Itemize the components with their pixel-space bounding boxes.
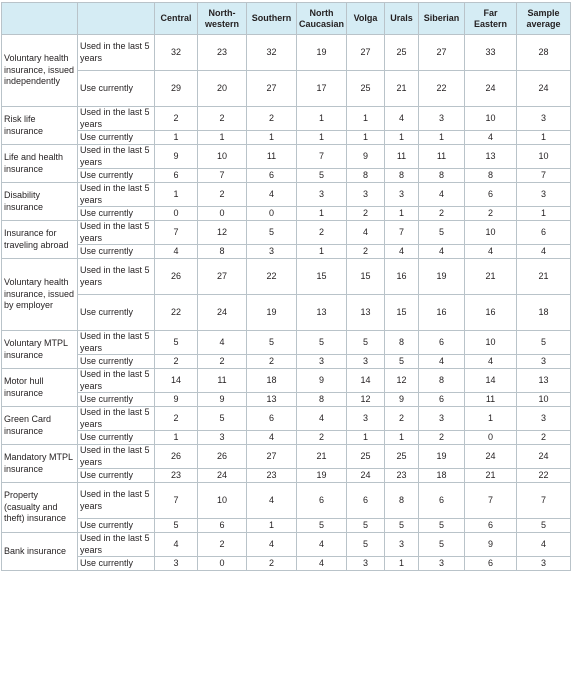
value-cell: 16 — [465, 295, 517, 331]
table-row — [2, 369, 571, 393]
value-cell: 9 — [155, 145, 198, 169]
value-cell: 1 — [155, 183, 198, 207]
value-cell: 5 — [517, 331, 571, 355]
usage-label-cell: Used in the last 5 years — [78, 221, 155, 245]
value-cell: 12 — [198, 221, 247, 245]
value-cell: 2 — [247, 107, 297, 131]
value-cell: 8 — [198, 245, 247, 259]
value-cell: 6 — [247, 407, 297, 431]
usage-label-cell: Use currently — [78, 469, 155, 483]
table-row — [2, 407, 571, 431]
value-cell: 1 — [297, 131, 347, 145]
usage-label-cell: Use currently — [78, 245, 155, 259]
value-cell: 7 — [198, 169, 247, 183]
value-cell: 5 — [297, 519, 347, 533]
value-cell: 12 — [347, 393, 385, 407]
value-cell: 1 — [347, 131, 385, 145]
value-cell: 1 — [347, 431, 385, 445]
value-cell: 27 — [419, 35, 465, 71]
value-cell: 32 — [247, 35, 297, 71]
value-cell: 6 — [347, 483, 385, 519]
insurance-type-cell: Green Card insurance — [2, 407, 78, 445]
value-cell: 11 — [419, 145, 465, 169]
value-cell: 23 — [155, 469, 198, 483]
value-cell: 5 — [419, 533, 465, 557]
value-cell: 13 — [517, 369, 571, 393]
value-cell: 3 — [385, 533, 419, 557]
value-cell: 6 — [155, 169, 198, 183]
value-cell: 14 — [347, 369, 385, 393]
table-row — [2, 169, 571, 183]
usage-label-cell: Use currently — [78, 71, 155, 107]
value-cell: 7 — [155, 221, 198, 245]
value-cell: 5 — [419, 519, 465, 533]
value-cell: 22 — [155, 295, 198, 331]
usage-label-cell: Used in the last 5 years — [78, 483, 155, 519]
value-cell: 19 — [297, 469, 347, 483]
table-row — [2, 483, 571, 519]
value-cell: 1 — [297, 207, 347, 221]
value-cell: 13 — [465, 145, 517, 169]
value-cell: 8 — [385, 483, 419, 519]
value-cell: 3 — [247, 245, 297, 259]
value-cell: 26 — [198, 445, 247, 469]
value-cell: 4 — [465, 245, 517, 259]
value-cell: 8 — [385, 169, 419, 183]
value-cell: 0 — [198, 557, 247, 571]
value-cell: 3 — [517, 557, 571, 571]
value-cell: 10 — [517, 145, 571, 169]
value-cell: 24 — [198, 469, 247, 483]
value-cell: 25 — [347, 71, 385, 107]
value-cell: 6 — [465, 519, 517, 533]
value-cell: 9 — [297, 369, 347, 393]
value-cell: 4 — [155, 533, 198, 557]
value-cell: 3 — [297, 183, 347, 207]
value-cell: 22 — [419, 71, 465, 107]
value-cell: 24 — [465, 445, 517, 469]
value-cell: 5 — [385, 355, 419, 369]
value-cell: 4 — [297, 407, 347, 431]
value-cell: 1 — [297, 245, 347, 259]
value-cell: 3 — [347, 557, 385, 571]
table-row — [2, 207, 571, 221]
value-cell: 2 — [247, 355, 297, 369]
value-cell: 5 — [297, 331, 347, 355]
value-cell: 10 — [465, 221, 517, 245]
usage-label-cell: Use currently — [78, 431, 155, 445]
value-cell: 18 — [517, 295, 571, 331]
value-cell: 11 — [385, 145, 419, 169]
value-cell: 1 — [385, 131, 419, 145]
value-cell: 1 — [465, 407, 517, 431]
table-row — [2, 519, 571, 533]
header-cell-far-eastern: Far Eastern — [465, 3, 517, 35]
value-cell: 1 — [155, 131, 198, 145]
usage-label-cell: Used in the last 5 years — [78, 533, 155, 557]
insurance-type-cell: Mandatory MTPL insurance — [2, 445, 78, 483]
value-cell: 4 — [517, 245, 571, 259]
value-cell: 3 — [198, 431, 247, 445]
value-cell: 12 — [385, 369, 419, 393]
value-cell: 6 — [198, 519, 247, 533]
value-cell: 8 — [419, 369, 465, 393]
header-cell-north-caucasian: North Caucasian — [297, 3, 347, 35]
usage-label-cell: Used in the last 5 years — [78, 35, 155, 71]
usage-label-cell: Used in the last 5 years — [78, 107, 155, 131]
value-cell: 18 — [247, 369, 297, 393]
value-cell: 22 — [517, 469, 571, 483]
value-cell: 2 — [155, 407, 198, 431]
value-cell: 5 — [198, 407, 247, 431]
value-cell: 22 — [247, 259, 297, 295]
value-cell: 25 — [385, 35, 419, 71]
table-body — [2, 35, 571, 571]
table-row — [2, 295, 571, 331]
table-row — [2, 533, 571, 557]
value-cell: 28 — [517, 35, 571, 71]
value-cell: 1 — [385, 431, 419, 445]
value-cell: 8 — [385, 331, 419, 355]
value-cell: 21 — [465, 259, 517, 295]
insurance-usage-table — [1, 2, 571, 571]
value-cell: 13 — [297, 295, 347, 331]
value-cell: 10 — [465, 107, 517, 131]
value-cell: 4 — [155, 245, 198, 259]
value-cell: 1 — [247, 519, 297, 533]
value-cell: 21 — [385, 71, 419, 107]
value-cell: 5 — [155, 519, 198, 533]
value-cell: 10 — [517, 393, 571, 407]
usage-label-cell: Used in the last 5 years — [78, 183, 155, 207]
value-cell: 8 — [419, 169, 465, 183]
value-cell: 1 — [385, 557, 419, 571]
value-cell: 2 — [419, 207, 465, 221]
value-cell: 7 — [297, 145, 347, 169]
value-cell: 2 — [155, 355, 198, 369]
value-cell: 11 — [198, 369, 247, 393]
value-cell: 2 — [347, 207, 385, 221]
value-cell: 4 — [247, 533, 297, 557]
table-row — [2, 35, 571, 71]
table-row — [2, 355, 571, 369]
table-row — [2, 183, 571, 207]
value-cell: 16 — [419, 295, 465, 331]
header-cell-north-western: North- western — [198, 3, 247, 35]
value-cell: 3 — [155, 557, 198, 571]
table-row — [2, 331, 571, 355]
value-cell: 24 — [347, 469, 385, 483]
value-cell: 5 — [297, 169, 347, 183]
usage-label-cell: Used in the last 5 years — [78, 369, 155, 393]
header-row — [2, 3, 571, 35]
value-cell: 21 — [465, 469, 517, 483]
value-cell: 23 — [247, 469, 297, 483]
table-row — [2, 221, 571, 245]
value-cell: 5 — [155, 331, 198, 355]
value-cell: 1 — [297, 107, 347, 131]
value-cell: 17 — [297, 71, 347, 107]
value-cell: 26 — [155, 445, 198, 469]
value-cell: 32 — [155, 35, 198, 71]
table-row — [2, 107, 571, 131]
usage-label-cell: Use currently — [78, 393, 155, 407]
value-cell: 4 — [465, 355, 517, 369]
table-row — [2, 445, 571, 469]
value-cell: 3 — [517, 107, 571, 131]
insurance-type-cell: Bank insurance — [2, 533, 78, 571]
value-cell: 8 — [347, 169, 385, 183]
value-cell: 9 — [198, 393, 247, 407]
value-cell: 6 — [297, 483, 347, 519]
value-cell: 2 — [517, 431, 571, 445]
value-cell: 24 — [198, 295, 247, 331]
value-cell: 9 — [347, 145, 385, 169]
value-cell: 29 — [155, 71, 198, 107]
usage-label-cell: Used in the last 5 years — [78, 331, 155, 355]
insurance-type-cell: Voluntary MTPL insurance — [2, 331, 78, 369]
header-cell-usage — [78, 3, 155, 35]
value-cell: 26 — [155, 259, 198, 295]
value-cell: 3 — [419, 557, 465, 571]
table-row — [2, 469, 571, 483]
value-cell: 24 — [517, 445, 571, 469]
value-cell: 10 — [465, 331, 517, 355]
value-cell: 2 — [297, 221, 347, 245]
header-cell-sample-average: Sample average — [517, 3, 571, 35]
usage-label-cell: Use currently — [78, 519, 155, 533]
value-cell: 25 — [347, 445, 385, 469]
value-cell: 6 — [419, 331, 465, 355]
value-cell: 23 — [198, 35, 247, 71]
value-cell: 6 — [465, 557, 517, 571]
value-cell: 0 — [247, 207, 297, 221]
value-cell: 3 — [517, 407, 571, 431]
value-cell: 1 — [347, 107, 385, 131]
value-cell: 0 — [465, 431, 517, 445]
value-cell: 9 — [385, 393, 419, 407]
value-cell: 4 — [247, 431, 297, 445]
value-cell: 3 — [385, 183, 419, 207]
value-cell: 5 — [347, 519, 385, 533]
value-cell: 13 — [247, 393, 297, 407]
header-cell-siberian: Siberian — [419, 3, 465, 35]
value-cell: 3 — [517, 355, 571, 369]
value-cell: 6 — [465, 183, 517, 207]
value-cell: 10 — [198, 145, 247, 169]
table-row — [2, 557, 571, 571]
usage-label-cell: Use currently — [78, 207, 155, 221]
value-cell: 11 — [465, 393, 517, 407]
value-cell: 4 — [517, 533, 571, 557]
value-cell: 21 — [297, 445, 347, 469]
value-cell: 8 — [465, 169, 517, 183]
value-cell: 5 — [347, 331, 385, 355]
value-cell: 6 — [419, 483, 465, 519]
table-row — [2, 431, 571, 445]
value-cell: 2 — [198, 533, 247, 557]
value-cell: 15 — [347, 259, 385, 295]
value-cell: 5 — [517, 519, 571, 533]
value-cell: 13 — [347, 295, 385, 331]
header-cell-insurance-type — [2, 3, 78, 35]
header-cell-central: Central — [155, 3, 198, 35]
value-cell: 15 — [385, 295, 419, 331]
table-row — [2, 131, 571, 145]
value-cell: 16 — [385, 259, 419, 295]
value-cell: 5 — [419, 221, 465, 245]
value-cell: 14 — [465, 369, 517, 393]
value-cell: 6 — [517, 221, 571, 245]
table-row — [2, 393, 571, 407]
insurance-type-cell: Property (casualty and theft) insurance — [2, 483, 78, 533]
value-cell: 0 — [198, 207, 247, 221]
value-cell: 3 — [517, 183, 571, 207]
value-cell: 4 — [247, 183, 297, 207]
value-cell: 4 — [247, 483, 297, 519]
value-cell: 27 — [247, 445, 297, 469]
value-cell: 1 — [517, 207, 571, 221]
value-cell: 4 — [419, 245, 465, 259]
table-row — [2, 245, 571, 259]
value-cell: 2 — [385, 407, 419, 431]
value-cell: 7 — [517, 169, 571, 183]
value-cell: 4 — [419, 355, 465, 369]
value-cell: 0 — [155, 207, 198, 221]
insurance-type-cell: Disability insurance — [2, 183, 78, 221]
value-cell: 3 — [347, 355, 385, 369]
value-cell: 7 — [155, 483, 198, 519]
value-cell: 3 — [347, 183, 385, 207]
insurance-type-cell: Voluntary health insurance, issued independently — [2, 35, 78, 107]
insurance-type-cell: Motor hull insurance — [2, 369, 78, 407]
header-cell-urals: Urals — [385, 3, 419, 35]
value-cell: 18 — [419, 469, 465, 483]
value-cell: 19 — [419, 259, 465, 295]
value-cell: 15 — [297, 259, 347, 295]
value-cell: 2 — [155, 107, 198, 131]
usage-label-cell: Used in the last 5 years — [78, 145, 155, 169]
insurance-type-cell: Risk life insurance — [2, 107, 78, 145]
value-cell: 4 — [385, 245, 419, 259]
value-cell: 9 — [465, 533, 517, 557]
header-cell-southern: Southern — [247, 3, 297, 35]
value-cell: 27 — [247, 71, 297, 107]
usage-label-cell: Use currently — [78, 355, 155, 369]
value-cell: 7 — [385, 221, 419, 245]
value-cell: 1 — [198, 131, 247, 145]
value-cell: 4 — [198, 331, 247, 355]
table-row — [2, 259, 571, 295]
value-cell: 9 — [155, 393, 198, 407]
value-cell: 2 — [297, 431, 347, 445]
value-cell: 33 — [465, 35, 517, 71]
value-cell: 3 — [297, 355, 347, 369]
value-cell: 4 — [297, 533, 347, 557]
usage-label-cell: Used in the last 5 years — [78, 445, 155, 469]
usage-label-cell: Use currently — [78, 169, 155, 183]
value-cell: 24 — [517, 71, 571, 107]
value-cell: 3 — [419, 107, 465, 131]
value-cell: 6 — [247, 169, 297, 183]
value-cell: 2 — [419, 431, 465, 445]
value-cell: 27 — [347, 35, 385, 71]
value-cell: 1 — [385, 207, 419, 221]
value-cell: 6 — [419, 393, 465, 407]
value-cell: 7 — [517, 483, 571, 519]
value-cell: 7 — [465, 483, 517, 519]
usage-label-cell: Used in the last 5 years — [78, 407, 155, 431]
value-cell: 14 — [155, 369, 198, 393]
value-cell: 2 — [347, 245, 385, 259]
value-cell: 2 — [198, 183, 247, 207]
value-cell: 10 — [198, 483, 247, 519]
value-cell: 21 — [517, 259, 571, 295]
value-cell: 11 — [247, 145, 297, 169]
value-cell: 2 — [247, 557, 297, 571]
value-cell: 1 — [517, 131, 571, 145]
insurance-type-cell: Voluntary health insurance, issued by employer — [2, 259, 78, 331]
value-cell: 24 — [465, 71, 517, 107]
value-cell: 8 — [297, 393, 347, 407]
value-cell: 1 — [247, 131, 297, 145]
value-cell: 4 — [419, 183, 465, 207]
value-cell: 4 — [297, 557, 347, 571]
value-cell: 23 — [385, 469, 419, 483]
value-cell: 1 — [155, 431, 198, 445]
value-cell: 2 — [198, 107, 247, 131]
value-cell: 20 — [198, 71, 247, 107]
value-cell: 3 — [347, 407, 385, 431]
value-cell: 2 — [465, 207, 517, 221]
value-cell: 19 — [419, 445, 465, 469]
value-cell: 19 — [247, 295, 297, 331]
value-cell: 27 — [198, 259, 247, 295]
insurance-type-cell: Insurance for traveling abroad — [2, 221, 78, 259]
usage-label-cell: Use currently — [78, 131, 155, 145]
header-cell-volga: Volga — [347, 3, 385, 35]
value-cell: 4 — [385, 107, 419, 131]
value-cell: 5 — [347, 533, 385, 557]
value-cell: 4 — [347, 221, 385, 245]
value-cell: 25 — [385, 445, 419, 469]
value-cell: 5 — [247, 221, 297, 245]
value-cell: 3 — [419, 407, 465, 431]
value-cell: 1 — [419, 131, 465, 145]
usage-label-cell: Use currently — [78, 295, 155, 331]
usage-label-cell: Use currently — [78, 557, 155, 571]
value-cell: 4 — [465, 131, 517, 145]
table-row — [2, 71, 571, 107]
value-cell: 5 — [247, 331, 297, 355]
value-cell: 19 — [297, 35, 347, 71]
usage-label-cell: Used in the last 5 years — [78, 259, 155, 295]
value-cell: 2 — [198, 355, 247, 369]
insurance-type-cell: Life and health insurance — [2, 145, 78, 183]
value-cell: 5 — [385, 519, 419, 533]
table-row — [2, 145, 571, 169]
